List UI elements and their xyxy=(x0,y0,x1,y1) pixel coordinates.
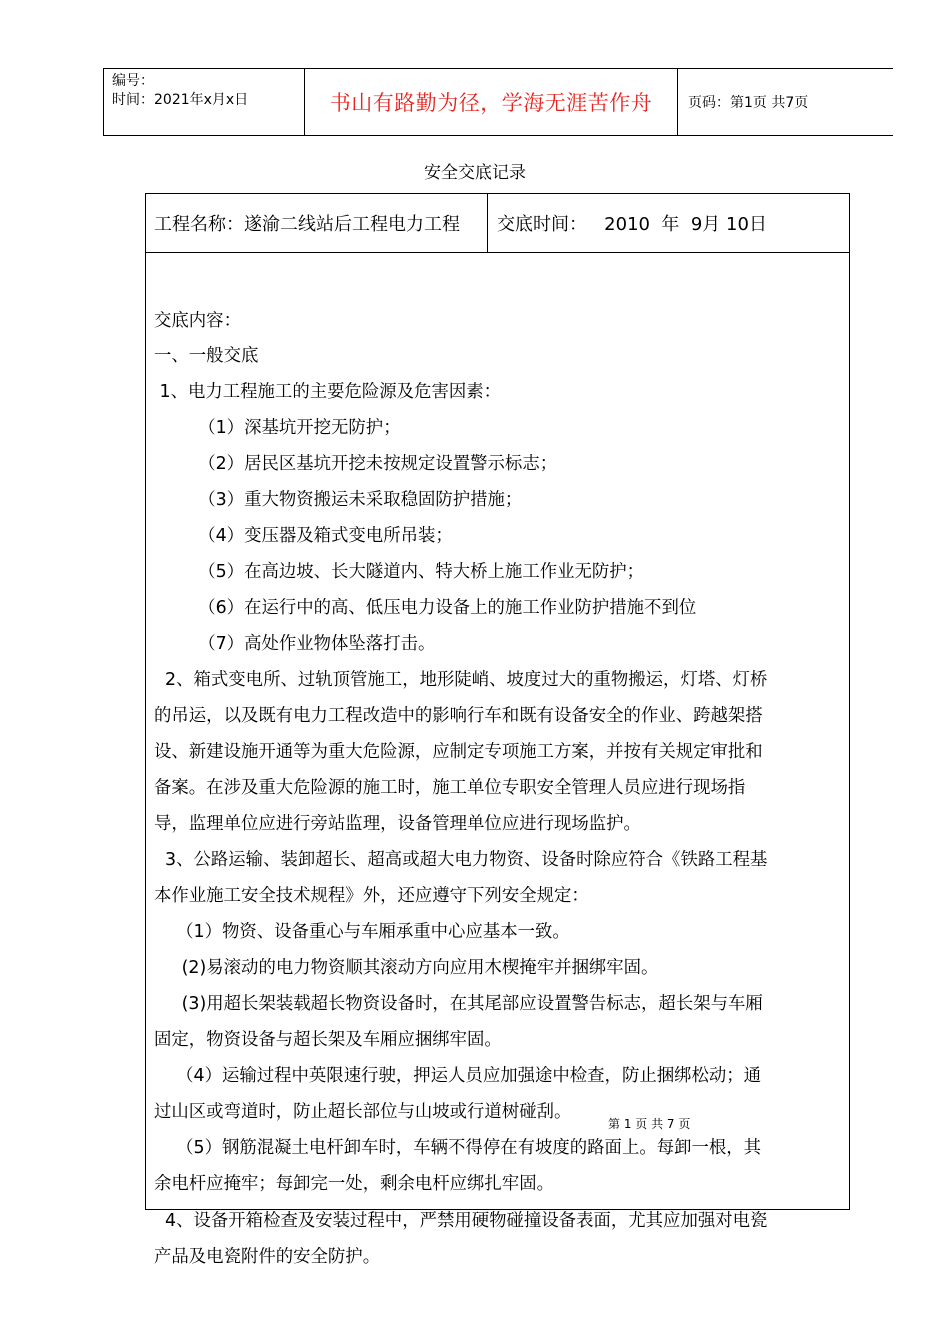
content-line: 4、设备开箱检查及安装过程中，严禁用硬物碰撞设备表面，尤其应加强对电瓷 xyxy=(154,1211,768,1231)
content-line: 过山区或弯道时，防止超长部位与山坡或行道树碰刮。 xyxy=(154,1102,572,1122)
content-line: （5）在高边坡、长大隧道内、特大桥上施工作业无防护； xyxy=(154,562,645,582)
handover-time: 交底时间： 2010 年 9月 10日 xyxy=(497,214,767,235)
content-line: (2)易滚动的电力物资顺其滚动方向应用木楔掩牢并捆绑牢固。 xyxy=(154,958,659,978)
content-line: 备案。在涉及重大危险源的施工时，施工单位专职安全管理人员应进行现场指 xyxy=(154,778,746,798)
content-line: 导，监理单位应进行旁站监理，设备管理单位应进行现场监护。 xyxy=(154,814,641,834)
content-line: 固定，物资设备与超长架及车厢应捆绑牢固。 xyxy=(154,1030,502,1050)
content-line: （3）重大物资搬运未采取稳固防护措施； xyxy=(154,490,523,510)
content-line: （1）深基坑开挖无防护； xyxy=(154,418,401,438)
time-label: 时间：2021年x月x日 xyxy=(112,92,249,108)
handover-record-table xyxy=(145,193,850,1267)
content-line: 一、一般交底 xyxy=(154,346,259,366)
content-line: （2）居民区基坑开挖未按规定设置警示标志； xyxy=(154,454,558,474)
content-line: 2、箱式变电所、过轨顶管施工，地形陡峭、坡度过大的重物搬运，灯塔、灯桥 xyxy=(154,670,768,690)
project-info-row xyxy=(146,194,849,253)
content-line: （5）钢筋混凝土电杆卸车时，车辆不得停在有坡度的路面上。每卸一根，其 xyxy=(154,1138,762,1158)
content-line: 3、公路运输、装卸超长、超高或超大电力物资、设备时除应符合《铁路工程基 xyxy=(154,850,768,870)
content-line: （4）运输过程中英限速行驶，押运人员应加强途中检查，防止捆绑松动；通 xyxy=(154,1066,762,1086)
header-page-label: 页码：第1页 共7页 xyxy=(688,95,809,111)
header-slogan: 书山有路勤为径，学海无涯苦作舟 xyxy=(329,91,653,115)
content-line: 1、电力工程施工的主要危险源及危害因素： xyxy=(154,382,502,402)
header-table xyxy=(103,68,893,136)
content-line: (3)用超长架装载超长物资设备时，在其尾部应设置警告标志，超长架与车厢 xyxy=(154,994,763,1014)
number-label: 编号： xyxy=(112,73,154,89)
project-name: 工程名称：遂渝二线站后工程电力工程 xyxy=(146,194,488,252)
content-line: 设、新建设施开通等为重大危险源，应制定专项施工方案，并按有关规定审批和 xyxy=(154,742,763,762)
page-footer: 第 1 页 共 7 页 xyxy=(608,1117,691,1131)
header-page-cell xyxy=(678,69,893,135)
header-meta xyxy=(104,69,305,135)
content-line: （1）物资、设备重心与车厢承重中心应基本一致。 xyxy=(154,922,570,942)
content-line: （6）在运行中的高、低压电力设备上的施工作业防护措施不到位 xyxy=(154,598,697,618)
content-line: 产品及电瓷附件的安全防护。 xyxy=(154,1247,381,1267)
content-line: （7）高处作业物体坠落打击。 xyxy=(154,634,436,654)
content-line: 余电杆应掩牢；每卸完一处，剩余电杆应绑扎牢固。 xyxy=(154,1174,554,1194)
content-line: 的吊运，以及既有电力工程改造中的影响行车和既有设备安全的作业、跨越架搭 xyxy=(154,706,763,726)
content-line: （4）变压器及箱式变电所吊装； xyxy=(154,526,453,546)
content-line: 交底内容： xyxy=(154,311,241,331)
document-title: 安全交底记录 xyxy=(424,163,526,183)
header-slogan-cell xyxy=(305,69,678,135)
content-line: 本作业施工安全技术规程》外，还应遵守下列安全规定： xyxy=(154,886,589,906)
